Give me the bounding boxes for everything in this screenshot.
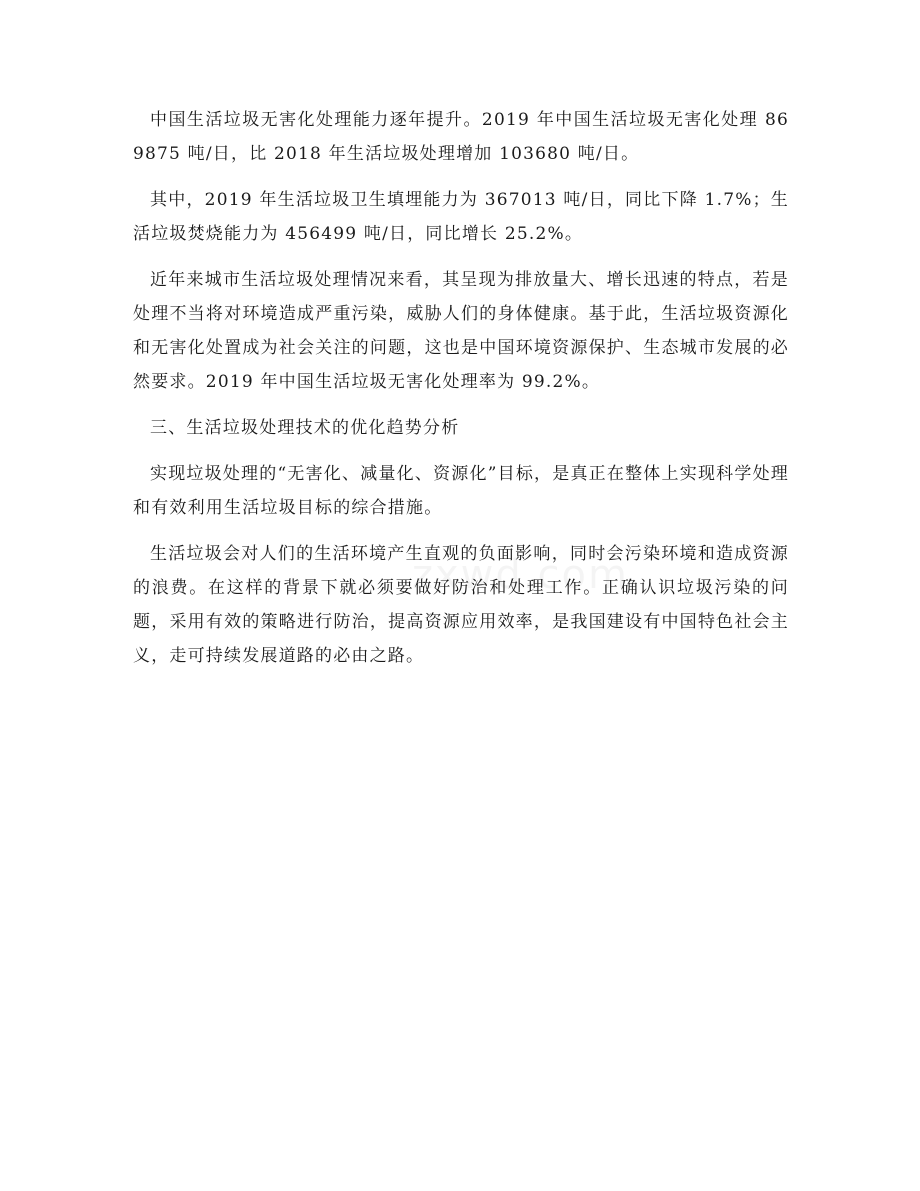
- paragraph-goals: 实现垃圾处理的“无害化、减量化、资源化”目标，是真正在整体上实现科学处理和有效利用生活垃圾目标的综合措施。: [133, 464, 789, 518]
- paragraph-impact: 生活垃圾会对人们的生活环境产生直观的负面影响，同时会污染环境和造成资源的浪费。在这样的背景下就必须要做好防治和处理工作。正确认识垃圾污染的问题，采用有效的策略进行防治，提高资源应用效率，是我国建设有中国特色社会主义，走可持续发展道路的必由之路。: [133, 544, 789, 666]
- paragraph-treatment-capacity: 中国生活垃圾无害化处理能力逐年提升。2019 年中国生活垃圾无害化处理 869875 吨/日，比 2018 年生活垃圾处理增加 103680 吨/日。: [133, 110, 789, 164]
- paragraph-landfill-incineration: 其中，2019 年生活垃圾卫生填埋能力为 367013 吨/日，同比下降 1.7%；生活垃圾焚烧能力为 456499 吨/日，同比增长 25.2%。: [133, 190, 789, 244]
- document-body: [133, 103, 789, 685]
- paragraph-recent-situation: 近年来城市生活垃圾处理情况来看，其呈现为排放量大、增长迅速的特点，若是处理不当将对环境造成严重污染，威胁人们的身体健康。基于此，生活垃圾资源化和无害化处置成为社会关注的问题，这也是中国环境资源保护、生态城市发展的必然要求。2019 年中国生活垃圾无害化处理率为 99.2%。: [133, 270, 789, 392]
- section-heading: 三、生活垃圾处理技术的优化趋势分析: [150, 418, 460, 438]
